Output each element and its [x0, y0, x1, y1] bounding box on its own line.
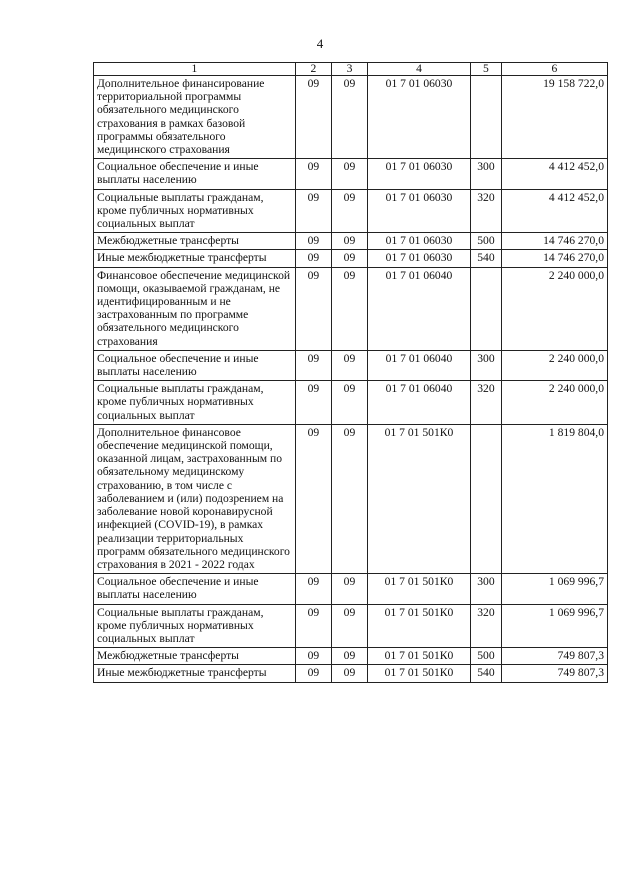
column-header-name: 1 — [94, 63, 296, 76]
cell-amount: 749 807,3 — [501, 665, 607, 682]
cell-expense-type — [470, 267, 501, 350]
cell-amount: 14 746 270,0 — [501, 250, 607, 267]
table-row — [94, 424, 608, 573]
cell-expense-type: 300 — [470, 574, 501, 604]
cell-target-article: 01 7 01 501К0 — [367, 648, 470, 665]
cell-expense-type: 500 — [470, 648, 501, 665]
table-row — [94, 574, 608, 604]
cell-section: 09 — [295, 267, 331, 350]
cell-expense-type: 300 — [470, 350, 501, 380]
page-number: 4 — [316, 36, 324, 51]
cell-name: Социальное обеспечение и иные выплаты населению — [94, 350, 296, 380]
table-header-row — [94, 63, 608, 76]
cell-subsection: 09 — [331, 159, 367, 189]
cell-target-article: 01 7 01 06040 — [367, 381, 470, 425]
cell-amount: 4 412 452,0 — [501, 189, 607, 233]
cell-expense-type: 320 — [470, 381, 501, 425]
cell-section: 09 — [295, 604, 331, 648]
cell-amount: 4 412 452,0 — [501, 159, 607, 189]
cell-name: Социальное обеспечение и иные выплаты населению — [94, 574, 296, 604]
cell-subsection: 09 — [331, 381, 367, 425]
table-row — [94, 233, 608, 250]
table-row — [94, 76, 608, 159]
cell-target-article: 01 7 01 06030 — [367, 250, 470, 267]
budget-table — [93, 62, 608, 683]
cell-subsection: 09 — [331, 189, 367, 233]
cell-target-article: 01 7 01 06030 — [367, 159, 470, 189]
cell-expense-type: 500 — [470, 233, 501, 250]
cell-amount: 19 158 722,0 — [501, 76, 607, 159]
table-row — [94, 648, 608, 665]
cell-section: 09 — [295, 424, 331, 573]
cell-target-article: 01 7 01 06040 — [367, 350, 470, 380]
cell-target-article: 01 7 01 501К0 — [367, 424, 470, 573]
cell-section: 09 — [295, 350, 331, 380]
cell-amount: 1 069 996,7 — [501, 604, 607, 648]
cell-name: Межбюджетные трансферты — [94, 648, 296, 665]
cell-name: Социальное обеспечение и иные выплаты населению — [94, 159, 296, 189]
cell-target-article: 01 7 01 06040 — [367, 267, 470, 350]
table-row — [94, 250, 608, 267]
cell-expense-type — [470, 424, 501, 573]
cell-target-article: 01 7 01 501К0 — [367, 574, 470, 604]
cell-name: Дополнительное финансирование территориальной программы обязательного медицинского страхования в рамках базовой программы обязательного медицинского страхования — [94, 76, 296, 159]
cell-name: Социальные выплаты гражданам, кроме публичных нормативных социальных выплат — [94, 189, 296, 233]
cell-section: 09 — [295, 233, 331, 250]
cell-expense-type: 540 — [470, 665, 501, 682]
cell-expense-type — [470, 76, 501, 159]
table-row — [94, 350, 608, 380]
table-row — [94, 189, 608, 233]
cell-name: Дополнительное финансовое обеспечение медицинской помощи, оказанной лицам, застрахованным по обязательному медицинскому страхованию, в том числе с заболеванием и (или) подозрением на заболевание новой коронавирусной инфекцией (COVID-19), в рамках реализации территориальных программ обязательного медицинского страхования в 2021 - 2022 годах — [94, 424, 296, 573]
cell-target-article: 01 7 01 06030 — [367, 233, 470, 250]
column-header-subsection: 3 — [331, 63, 367, 76]
cell-subsection: 09 — [331, 604, 367, 648]
column-header-amount: 6 — [501, 63, 607, 76]
cell-subsection: 09 — [331, 574, 367, 604]
cell-subsection: 09 — [331, 648, 367, 665]
cell-expense-type: 320 — [470, 604, 501, 648]
cell-subsection: 09 — [331, 424, 367, 573]
cell-expense-type: 540 — [470, 250, 501, 267]
cell-expense-type: 320 — [470, 189, 501, 233]
cell-section: 09 — [295, 250, 331, 267]
table-row — [94, 665, 608, 682]
table-row — [94, 159, 608, 189]
cell-subsection: 09 — [331, 665, 367, 682]
cell-amount: 2 240 000,0 — [501, 267, 607, 350]
cell-expense-type: 300 — [470, 159, 501, 189]
cell-name: Иные межбюджетные трансферты — [94, 250, 296, 267]
cell-target-article: 01 7 01 501К0 — [367, 665, 470, 682]
cell-subsection: 09 — [331, 76, 367, 159]
table-row — [94, 604, 608, 648]
cell-amount: 2 240 000,0 — [501, 350, 607, 380]
column-header-expense-type: 5 — [470, 63, 501, 76]
cell-section: 09 — [295, 189, 331, 233]
table-row — [94, 381, 608, 425]
cell-amount: 14 746 270,0 — [501, 233, 607, 250]
cell-amount: 749 807,3 — [501, 648, 607, 665]
table-row — [94, 267, 608, 350]
cell-amount: 1 069 996,7 — [501, 574, 607, 604]
cell-section: 09 — [295, 76, 331, 159]
cell-section: 09 — [295, 381, 331, 425]
cell-section: 09 — [295, 648, 331, 665]
cell-section: 09 — [295, 665, 331, 682]
cell-subsection: 09 — [331, 350, 367, 380]
cell-subsection: 09 — [331, 233, 367, 250]
cell-section: 09 — [295, 159, 331, 189]
cell-name: Финансовое обеспечение медицинской помощи, оказываемой гражданам, не идентифицированным и не застрахованным по программе обязательного медицинского страхования — [94, 267, 296, 350]
cell-amount: 2 240 000,0 — [501, 381, 607, 425]
cell-name: Межбюджетные трансферты — [94, 233, 296, 250]
cell-target-article: 01 7 01 06030 — [367, 189, 470, 233]
cell-name: Социальные выплаты гражданам, кроме публичных нормативных социальных выплат — [94, 604, 296, 648]
cell-name: Социальные выплаты гражданам, кроме публичных нормативных социальных выплат — [94, 381, 296, 425]
column-header-section: 2 — [295, 63, 331, 76]
cell-name: Иные межбюджетные трансферты — [94, 665, 296, 682]
column-header-target-article: 4 — [367, 63, 470, 76]
cell-section: 09 — [295, 574, 331, 604]
cell-target-article: 01 7 01 501К0 — [367, 604, 470, 648]
cell-subsection: 09 — [331, 267, 367, 350]
cell-target-article: 01 7 01 06030 — [367, 76, 470, 159]
cell-amount: 1 819 804,0 — [501, 424, 607, 573]
cell-subsection: 09 — [331, 250, 367, 267]
